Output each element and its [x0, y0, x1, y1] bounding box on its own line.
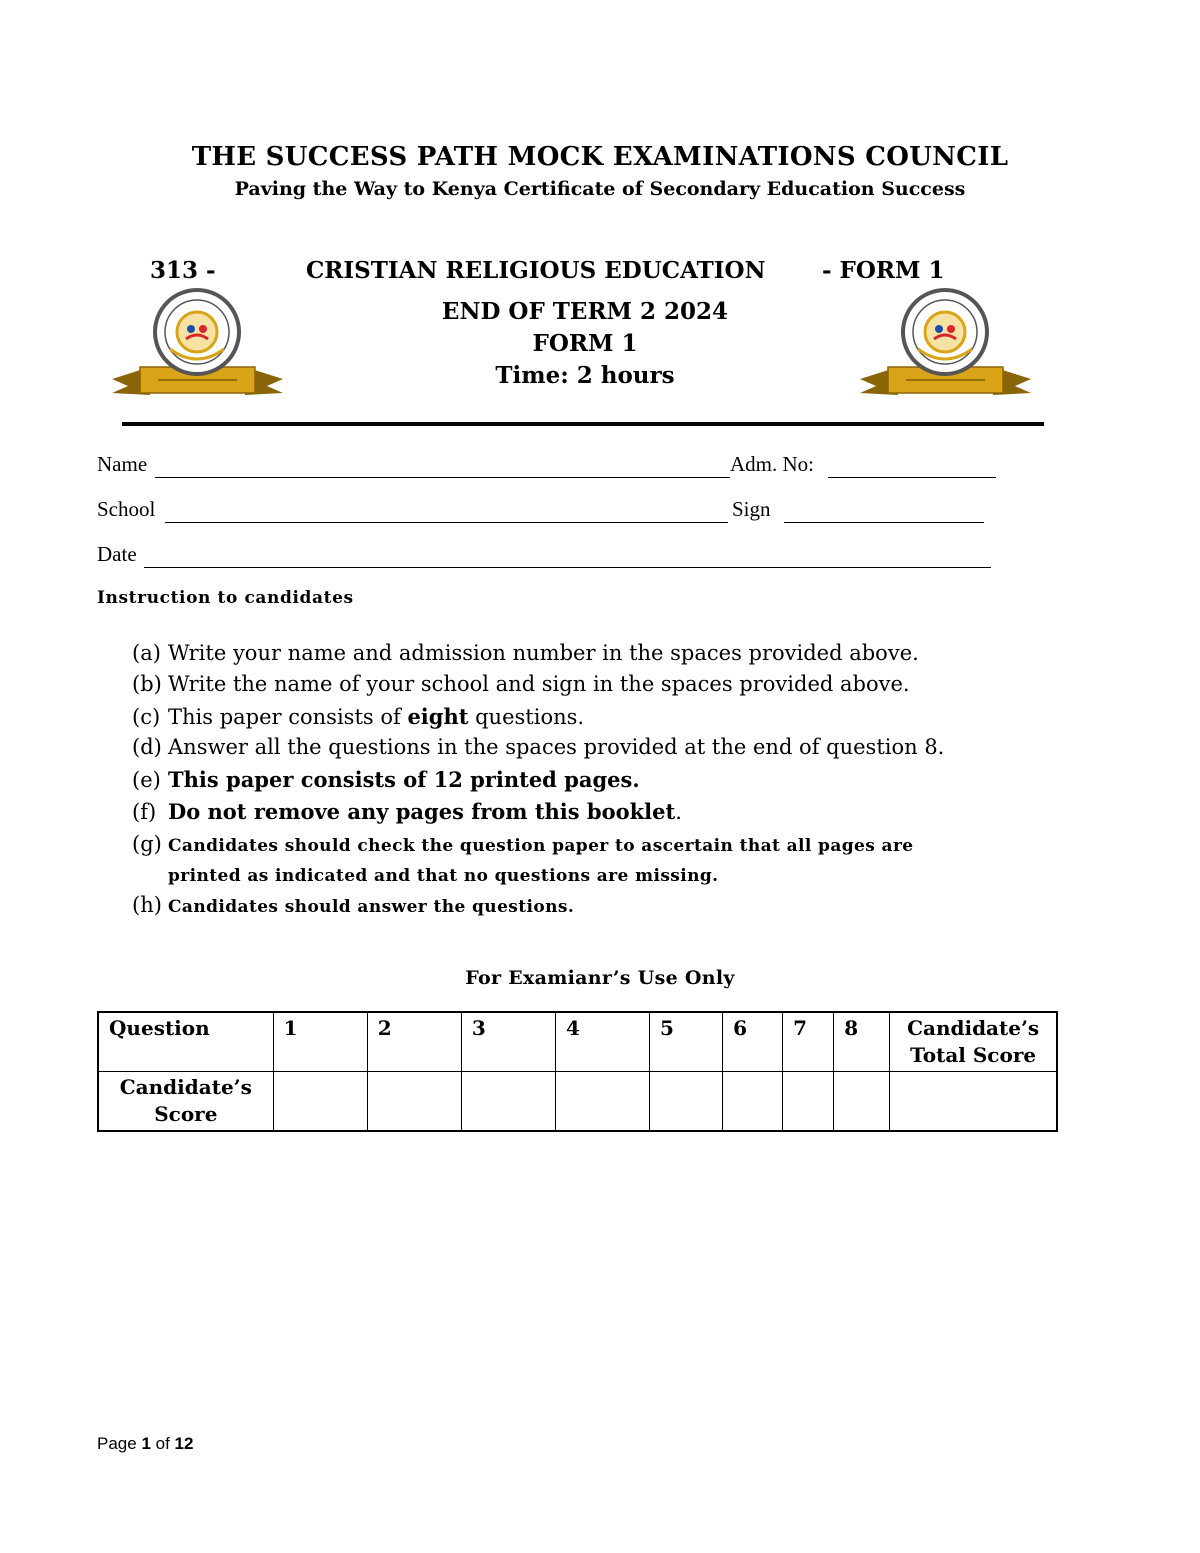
name-field[interactable]	[155, 455, 730, 478]
question-number: 1	[273, 1012, 367, 1072]
score-cell[interactable]	[461, 1072, 555, 1132]
school-field[interactable]	[165, 500, 728, 523]
form-tag: - FORM 1	[822, 257, 945, 284]
score-header	[98, 1072, 273, 1132]
date-field[interactable]	[144, 545, 991, 568]
question-row	[98, 1012, 1057, 1072]
instruction-text: This paper consists of 12 printed pages.	[168, 767, 640, 792]
page-of-label: of	[150, 1434, 175, 1453]
instruction-marker: (c)	[132, 705, 161, 729]
instruction-period: .	[675, 800, 682, 824]
adm-no-field[interactable]	[828, 455, 996, 478]
exam-time: Time: 2 hours	[495, 362, 675, 389]
instruction-item	[132, 893, 574, 917]
score-cell[interactable]	[273, 1072, 367, 1132]
council-name: THE SUCCESS PATH MOCK EXAMINATIONS COUNCIL	[191, 142, 1009, 172]
instruction-marker: (e)	[132, 768, 161, 792]
instruction-text: Write your name and admission number in the spaces provided above.	[168, 641, 919, 665]
sign-label: Sign	[732, 497, 771, 521]
exam-term: END OF TERM 2 2024	[441, 298, 729, 325]
sign-field[interactable]	[784, 500, 984, 523]
instruction-text: Candidates should answer the questions.	[168, 897, 575, 917]
total-score-header	[890, 1012, 1057, 1072]
question-number: 4	[555, 1012, 649, 1072]
instruction-item	[132, 704, 584, 729]
header-divider	[122, 422, 1044, 426]
instructions-heading: Instruction to candidates	[97, 588, 354, 608]
instruction-item	[132, 799, 682, 824]
council-seal-icon	[858, 287, 1033, 397]
instruction-emphasis: eight	[407, 704, 469, 729]
instruction-item-continued	[168, 862, 719, 886]
instruction-item	[132, 832, 914, 856]
score-cell[interactable]	[367, 1072, 461, 1132]
page-label: Page	[97, 1434, 142, 1453]
total-score-cell[interactable]	[890, 1072, 1057, 1132]
score-cell[interactable]	[555, 1072, 649, 1132]
instruction-text: Do not remove any pages from this booklet	[168, 799, 676, 824]
page-number: 1	[141, 1434, 151, 1453]
question-number: 8	[834, 1012, 890, 1072]
instruction-item	[132, 672, 910, 696]
instruction-marker: (g)	[132, 832, 162, 856]
question-number: 6	[723, 1012, 783, 1072]
instruction-text: Answer all the questions in the spaces provided at the end of question 8.	[168, 735, 945, 759]
score-header-line1: Candidate’s	[119, 1075, 252, 1099]
score-cell[interactable]	[650, 1072, 723, 1132]
council-seal-icon	[110, 287, 285, 397]
instruction-text: printed as indicated and that no questions are missing.	[168, 866, 719, 886]
instruction-marker: (a)	[132, 641, 161, 665]
exam-form: FORM 1	[532, 330, 638, 357]
score-cell[interactable]	[783, 1072, 834, 1132]
score-table	[97, 1011, 1058, 1132]
subject-title: CRISTIAN RELIGIOUS EDUCATION	[306, 257, 766, 284]
council-tagline: Paving the Way to Kenya Certificate of Secondary Education Success	[234, 178, 966, 200]
instruction-item	[132, 767, 640, 792]
instruction-text: questions.	[468, 705, 585, 729]
score-cell[interactable]	[834, 1072, 890, 1132]
instruction-marker: (h)	[132, 893, 162, 917]
adm-no-label: Adm. No:	[730, 452, 814, 476]
instruction-text: Write the name of your school and sign in the spaces provided above.	[168, 672, 910, 696]
school-label: School	[97, 497, 156, 521]
page-total: 12	[174, 1434, 194, 1453]
instruction-text: Candidates should check the question paper to ascertain that all pages are	[168, 836, 914, 856]
instruction-marker: (d)	[132, 735, 162, 759]
question-number: 3	[461, 1012, 555, 1072]
question-number: 2	[367, 1012, 461, 1072]
paper-code: 313 -	[150, 257, 216, 284]
name-label: Name	[97, 452, 148, 476]
score-header-line2: Score	[154, 1102, 218, 1126]
instruction-marker: (b)	[132, 672, 162, 696]
question-header: Question	[98, 1012, 273, 1072]
question-number: 7	[783, 1012, 834, 1072]
instruction-item	[132, 641, 919, 665]
instruction-text: This paper consists of	[168, 705, 408, 729]
instruction-item	[132, 735, 944, 759]
score-row	[98, 1072, 1057, 1132]
total-score-header-line1: Candidate’s	[907, 1016, 1040, 1040]
total-score-header-line2: Total Score	[910, 1043, 1037, 1067]
examiner-heading: For Examianr’s Use Only	[465, 967, 735, 989]
page-footer	[97, 1434, 193, 1454]
date-label: Date	[97, 542, 137, 566]
question-number: 5	[650, 1012, 723, 1072]
instruction-marker: (f)	[132, 800, 157, 824]
score-cell[interactable]	[723, 1072, 783, 1132]
